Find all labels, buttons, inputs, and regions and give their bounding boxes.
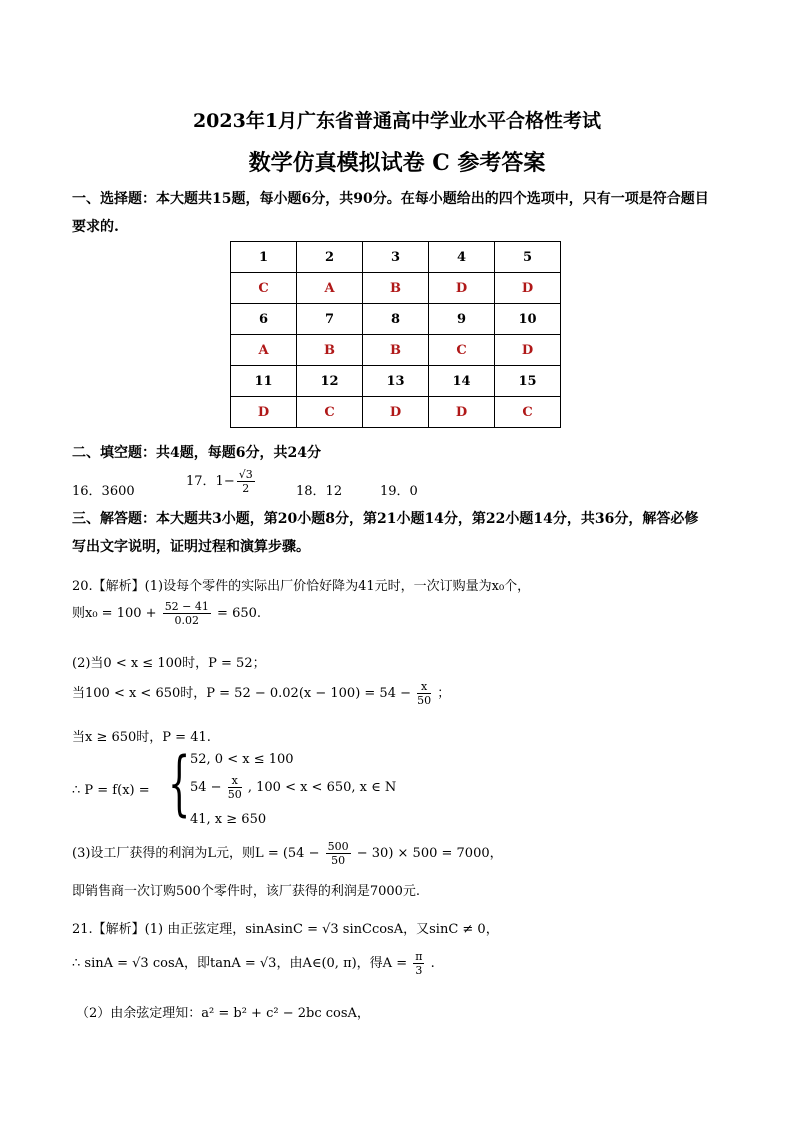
answer-cell: D [429, 397, 495, 428]
answer-18: 18．12 [296, 484, 343, 499]
question-number: 3 [363, 242, 429, 273]
question-number: 5 [495, 242, 561, 273]
answer-cell: C [495, 397, 561, 428]
q21-line1: 21.【解析】(1) 由正弦定理，sinAsinC = √3 sinCcosA，又sinC ≠ 0， [72, 922, 499, 937]
fraction-denominator: 3 [415, 964, 423, 977]
piecewise-case2-suffix: , 100 < x < 650, x ∈ N [247, 780, 397, 795]
q20-fraction [163, 600, 211, 627]
answer-16: 16．3600 [72, 484, 135, 499]
answer-table [230, 241, 561, 428]
q21-line2 [72, 950, 435, 977]
q20-line1: 20.【解析】(1)设每个零件的实际出厂价恰好降为41元时，一次订购量为x₀个， [72, 579, 531, 594]
piecewise-case3: 41, x ≥ 650 [190, 812, 267, 827]
q20-line6-suffix: − 30) × 500 = 7000， [356, 846, 503, 861]
table-row [231, 335, 561, 366]
question-number: 15 [495, 366, 561, 397]
answer-19: 19．0 [380, 484, 418, 499]
fraction-numerator: √3 [238, 468, 253, 481]
piecewise-brace: { [168, 742, 191, 824]
q20-line6-fraction [326, 840, 351, 867]
question-number: 2 [297, 242, 363, 273]
question-number: 11 [231, 366, 297, 397]
section2-heading: 二、填空题：共4题，每题6分，共24分 [72, 445, 321, 461]
answer-cell: B [363, 335, 429, 366]
question-number: 14 [429, 366, 495, 397]
q20-line2-suffix: = 650. [217, 606, 262, 621]
table-row [231, 366, 561, 397]
q20-line5: 当x ≥ 650时，P = 41. [72, 730, 211, 745]
q21-line2-suffix: . [430, 956, 435, 971]
piecewise-case1: 52, 0 < x ≤ 100 [190, 752, 294, 767]
q20-line2 [72, 600, 261, 627]
piecewise-lead: ∴ P = f(x) = [72, 783, 150, 798]
q21-fraction [413, 950, 424, 977]
q20-line4 [72, 680, 450, 707]
fraction-numerator: π [415, 950, 423, 963]
answer-cell: A [297, 273, 363, 304]
fraction-denominator: 0.02 [174, 614, 200, 627]
table-row [231, 242, 561, 273]
answer-cell: D [363, 397, 429, 428]
question-number: 10 [495, 304, 561, 335]
section1-heading-cont: 要求的. [72, 219, 119, 235]
piecewise-case2 [190, 774, 396, 801]
answer-cell: D [495, 335, 561, 366]
answer-17 [186, 468, 257, 495]
q21-line3: （2）由余弦定理知：a² = b² + c² − 2bc cosA， [76, 1006, 370, 1021]
fraction-numerator: x [228, 774, 242, 788]
question-number: 4 [429, 242, 495, 273]
answer-cell: C [231, 273, 297, 304]
fraction-numerator: 52 − 41 [164, 600, 209, 613]
answer-cell: A [231, 335, 297, 366]
q20-line3: (2)当0 < x ≤ 100时，P = 52； [72, 656, 266, 671]
question-number: 9 [429, 304, 495, 335]
table-row [231, 397, 561, 428]
answer-key-title: 数学仿真模拟试卷 C 参考答案 [248, 150, 546, 176]
answer-cell: D [429, 273, 495, 304]
fraction-numerator: x [417, 680, 431, 694]
answer-cell: D [231, 397, 297, 428]
question-number: 13 [363, 366, 429, 397]
section3-heading-cont: 写出文字说明，证明过程和演算步骤。 [72, 539, 310, 555]
q20-line6-prefix: (3)设工厂获得的利润为L元，则L = (54 − [72, 846, 320, 861]
table-row [231, 304, 561, 335]
fraction-denominator: 50 [417, 694, 432, 707]
q20-line2-prefix: 则x₀ = 100 + [72, 606, 157, 621]
answer-cell: B [363, 273, 429, 304]
piecewise-case2-prefix: 54 − [190, 780, 222, 795]
question-number: 6 [231, 304, 297, 335]
piecewise-fraction [228, 774, 242, 801]
question-number: 7 [297, 304, 363, 335]
answer-cell: D [495, 273, 561, 304]
q20-line4-prefix: 当100 < x < 650时，P = 52 − 0.02(x − 100) = 54 − [72, 686, 411, 701]
section1-heading: 一、选择题：本大题共15题，每小题6分，共90分。在每小题给出的四个选项中，只有一项是符合题目 [72, 191, 709, 207]
q20-line7: 即销售商一次订购500个零件时，该厂获得的利润是7000元. [72, 884, 421, 899]
fraction-denominator: 50 [227, 788, 242, 801]
answer-cell: B [297, 335, 363, 366]
answer-17-prefix: 17．1− [186, 474, 235, 489]
q20-line4-suffix: ； [437, 686, 451, 701]
question-number: 12 [297, 366, 363, 397]
q20-line6 [72, 840, 503, 867]
q20-line4-fraction [417, 680, 431, 707]
table-row [231, 273, 561, 304]
fraction-denominator: 2 [242, 482, 250, 495]
section3-heading: 三、解答题：本大题共3小题，第20小题8分，第21小题14分，第22小题14分，共36分，解答必修 [72, 511, 699, 527]
question-number: 8 [363, 304, 429, 335]
fraction-denominator: 50 [331, 854, 346, 867]
q21-line2-prefix: ∴ sinA = √3 cosA，即tanA = √3，由A∈(0, π)，得A = [72, 956, 408, 971]
answer-cell: C [297, 397, 363, 428]
question-number: 1 [231, 242, 297, 273]
answer-cell: C [429, 335, 495, 366]
fraction-numerator: 500 [327, 840, 349, 853]
exam-title: 2023年1月广东省普通高中学业水平合格性考试 [192, 110, 602, 132]
answer-17-fraction [237, 468, 255, 495]
